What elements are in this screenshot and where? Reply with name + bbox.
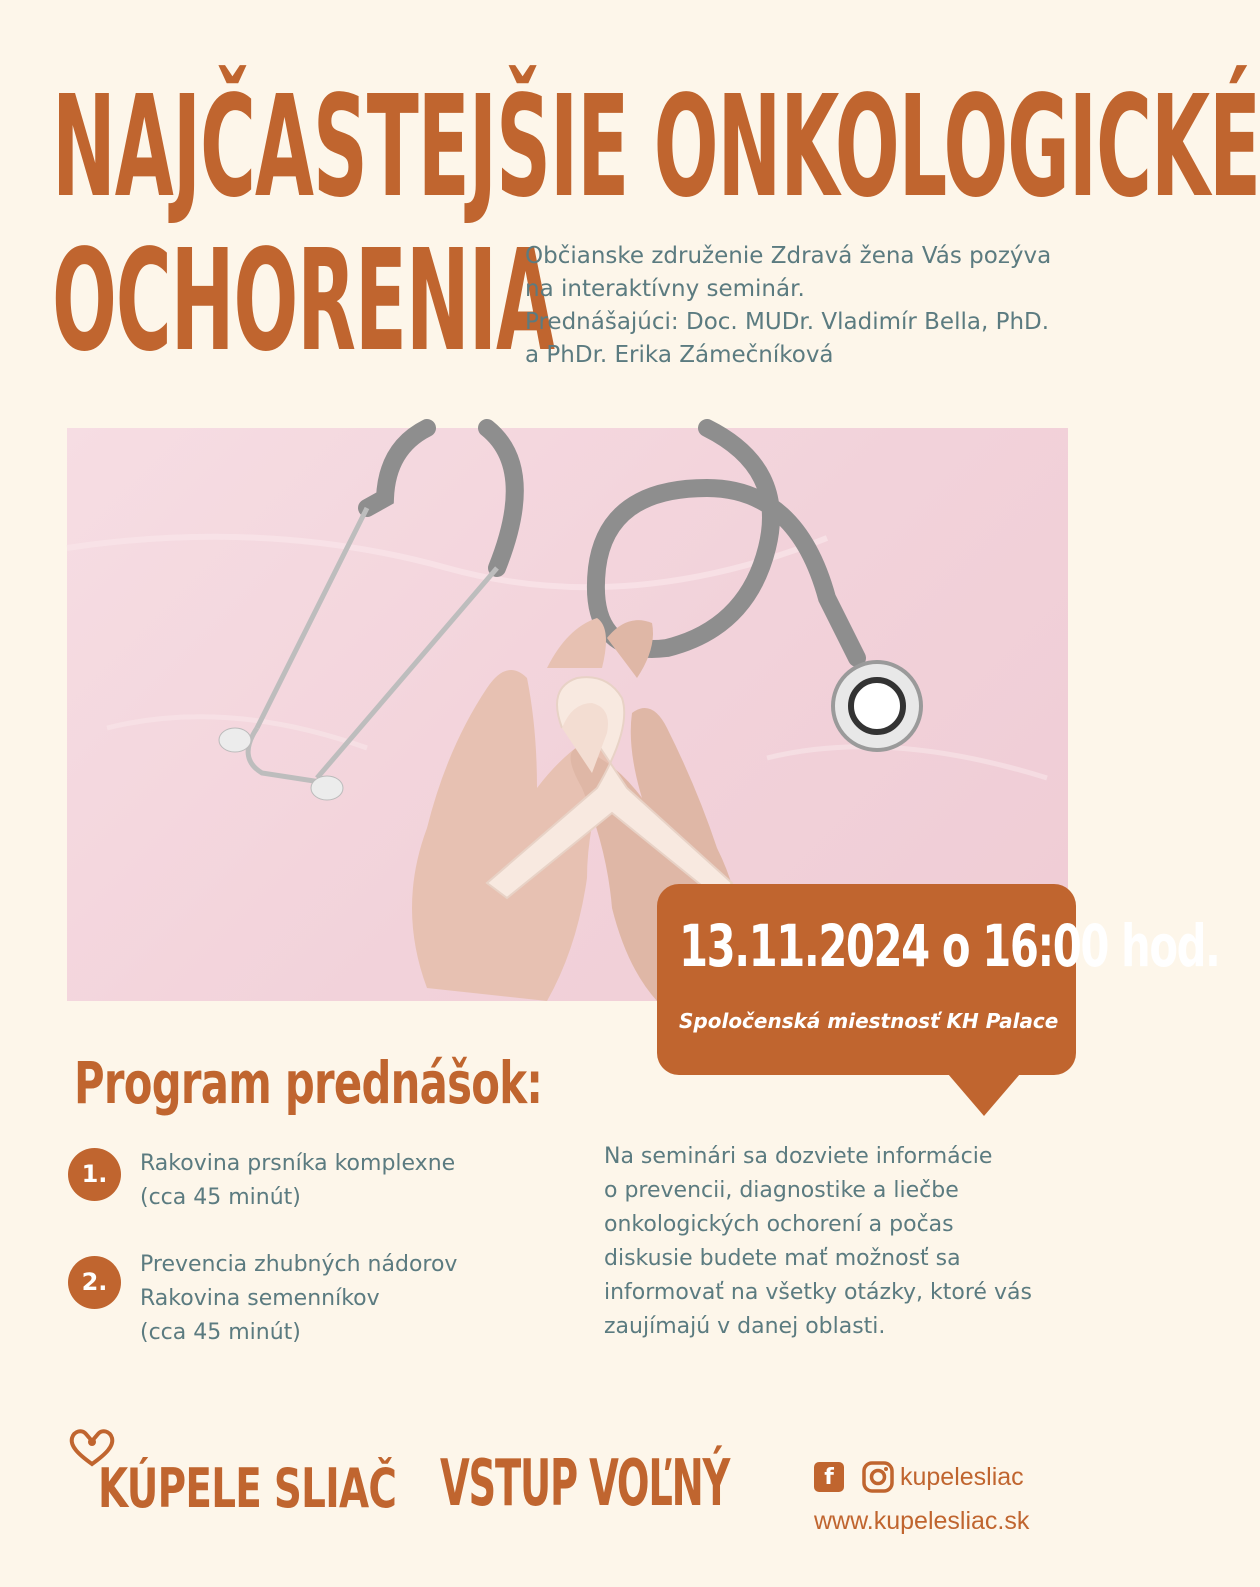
- description-line: informovať na všetky otázky, ktoré vás: [604, 1280, 1032, 1305]
- event-datetime: 13.11.2024 o 16:00 hod.: [679, 912, 1220, 980]
- program-item-line: (cca 45 minút): [140, 1320, 301, 1345]
- program-heading: Program prednášok:: [74, 1049, 543, 1117]
- intro-text: [525, 240, 1085, 372]
- intro-line: a PhDr. Erika Zámečníková: [525, 342, 834, 368]
- kupele-sliac-logo: [68, 1428, 397, 1528]
- description-line: Na seminári sa dozviete informácie: [604, 1144, 993, 1169]
- program-item-line: Prevencia zhubných nádorov: [140, 1252, 458, 1277]
- description-line: o prevencii, diagnostike a liečbe: [604, 1178, 959, 1203]
- page-title-line2: OCHORENIA: [52, 220, 554, 383]
- event-venue: Spoločenská miestnosť KH Palace: [679, 1009, 1059, 1033]
- program-item-number-2: 2.: [68, 1256, 121, 1309]
- free-entry-text: VSTUP VOĽNÝ: [440, 1447, 730, 1521]
- stethoscope-image: [219, 428, 921, 800]
- website-link[interactable]: www.kupelesliac.sk: [814, 1507, 1030, 1535]
- description-line: diskusie budete mať možnosť sa: [604, 1246, 961, 1271]
- event-date-box: [657, 884, 1220, 1075]
- instagram-icon[interactable]: [861, 1460, 895, 1494]
- seminar-description: [604, 1140, 1064, 1344]
- program-item-1: [140, 1147, 455, 1215]
- facebook-icon[interactable]: f: [814, 1462, 844, 1492]
- page-title-line1: NAJČASTEJŠIE ONKOLOGICKÉ: [52, 66, 1260, 229]
- description-line: onkologických ochorení a počas: [604, 1212, 954, 1237]
- logo-text: KÚPELE SLIAČ: [98, 1457, 397, 1520]
- description-line: zaujímajú v danej oblasti.: [604, 1314, 886, 1339]
- program-item-line: Rakovina prsníka komplexne: [140, 1151, 456, 1176]
- intro-line: Občianske združenie Zdravá žena Vás pozýva: [525, 243, 1052, 269]
- social-handle[interactable]: kupelesliac: [900, 1463, 1024, 1491]
- program-item-line: Rakovina semenníkov: [140, 1286, 380, 1311]
- intro-line: Prednášajúci: Doc. MUDr. Vladimír Bella, PhD.: [525, 309, 1050, 335]
- intro-line: na interaktívny seminár.: [525, 276, 805, 302]
- program-item-line: (cca 45 minút): [140, 1185, 301, 1210]
- program-item-number-1: 1.: [68, 1148, 121, 1201]
- speech-bubble-tail: [948, 1074, 1020, 1116]
- program-item-2: [140, 1248, 457, 1350]
